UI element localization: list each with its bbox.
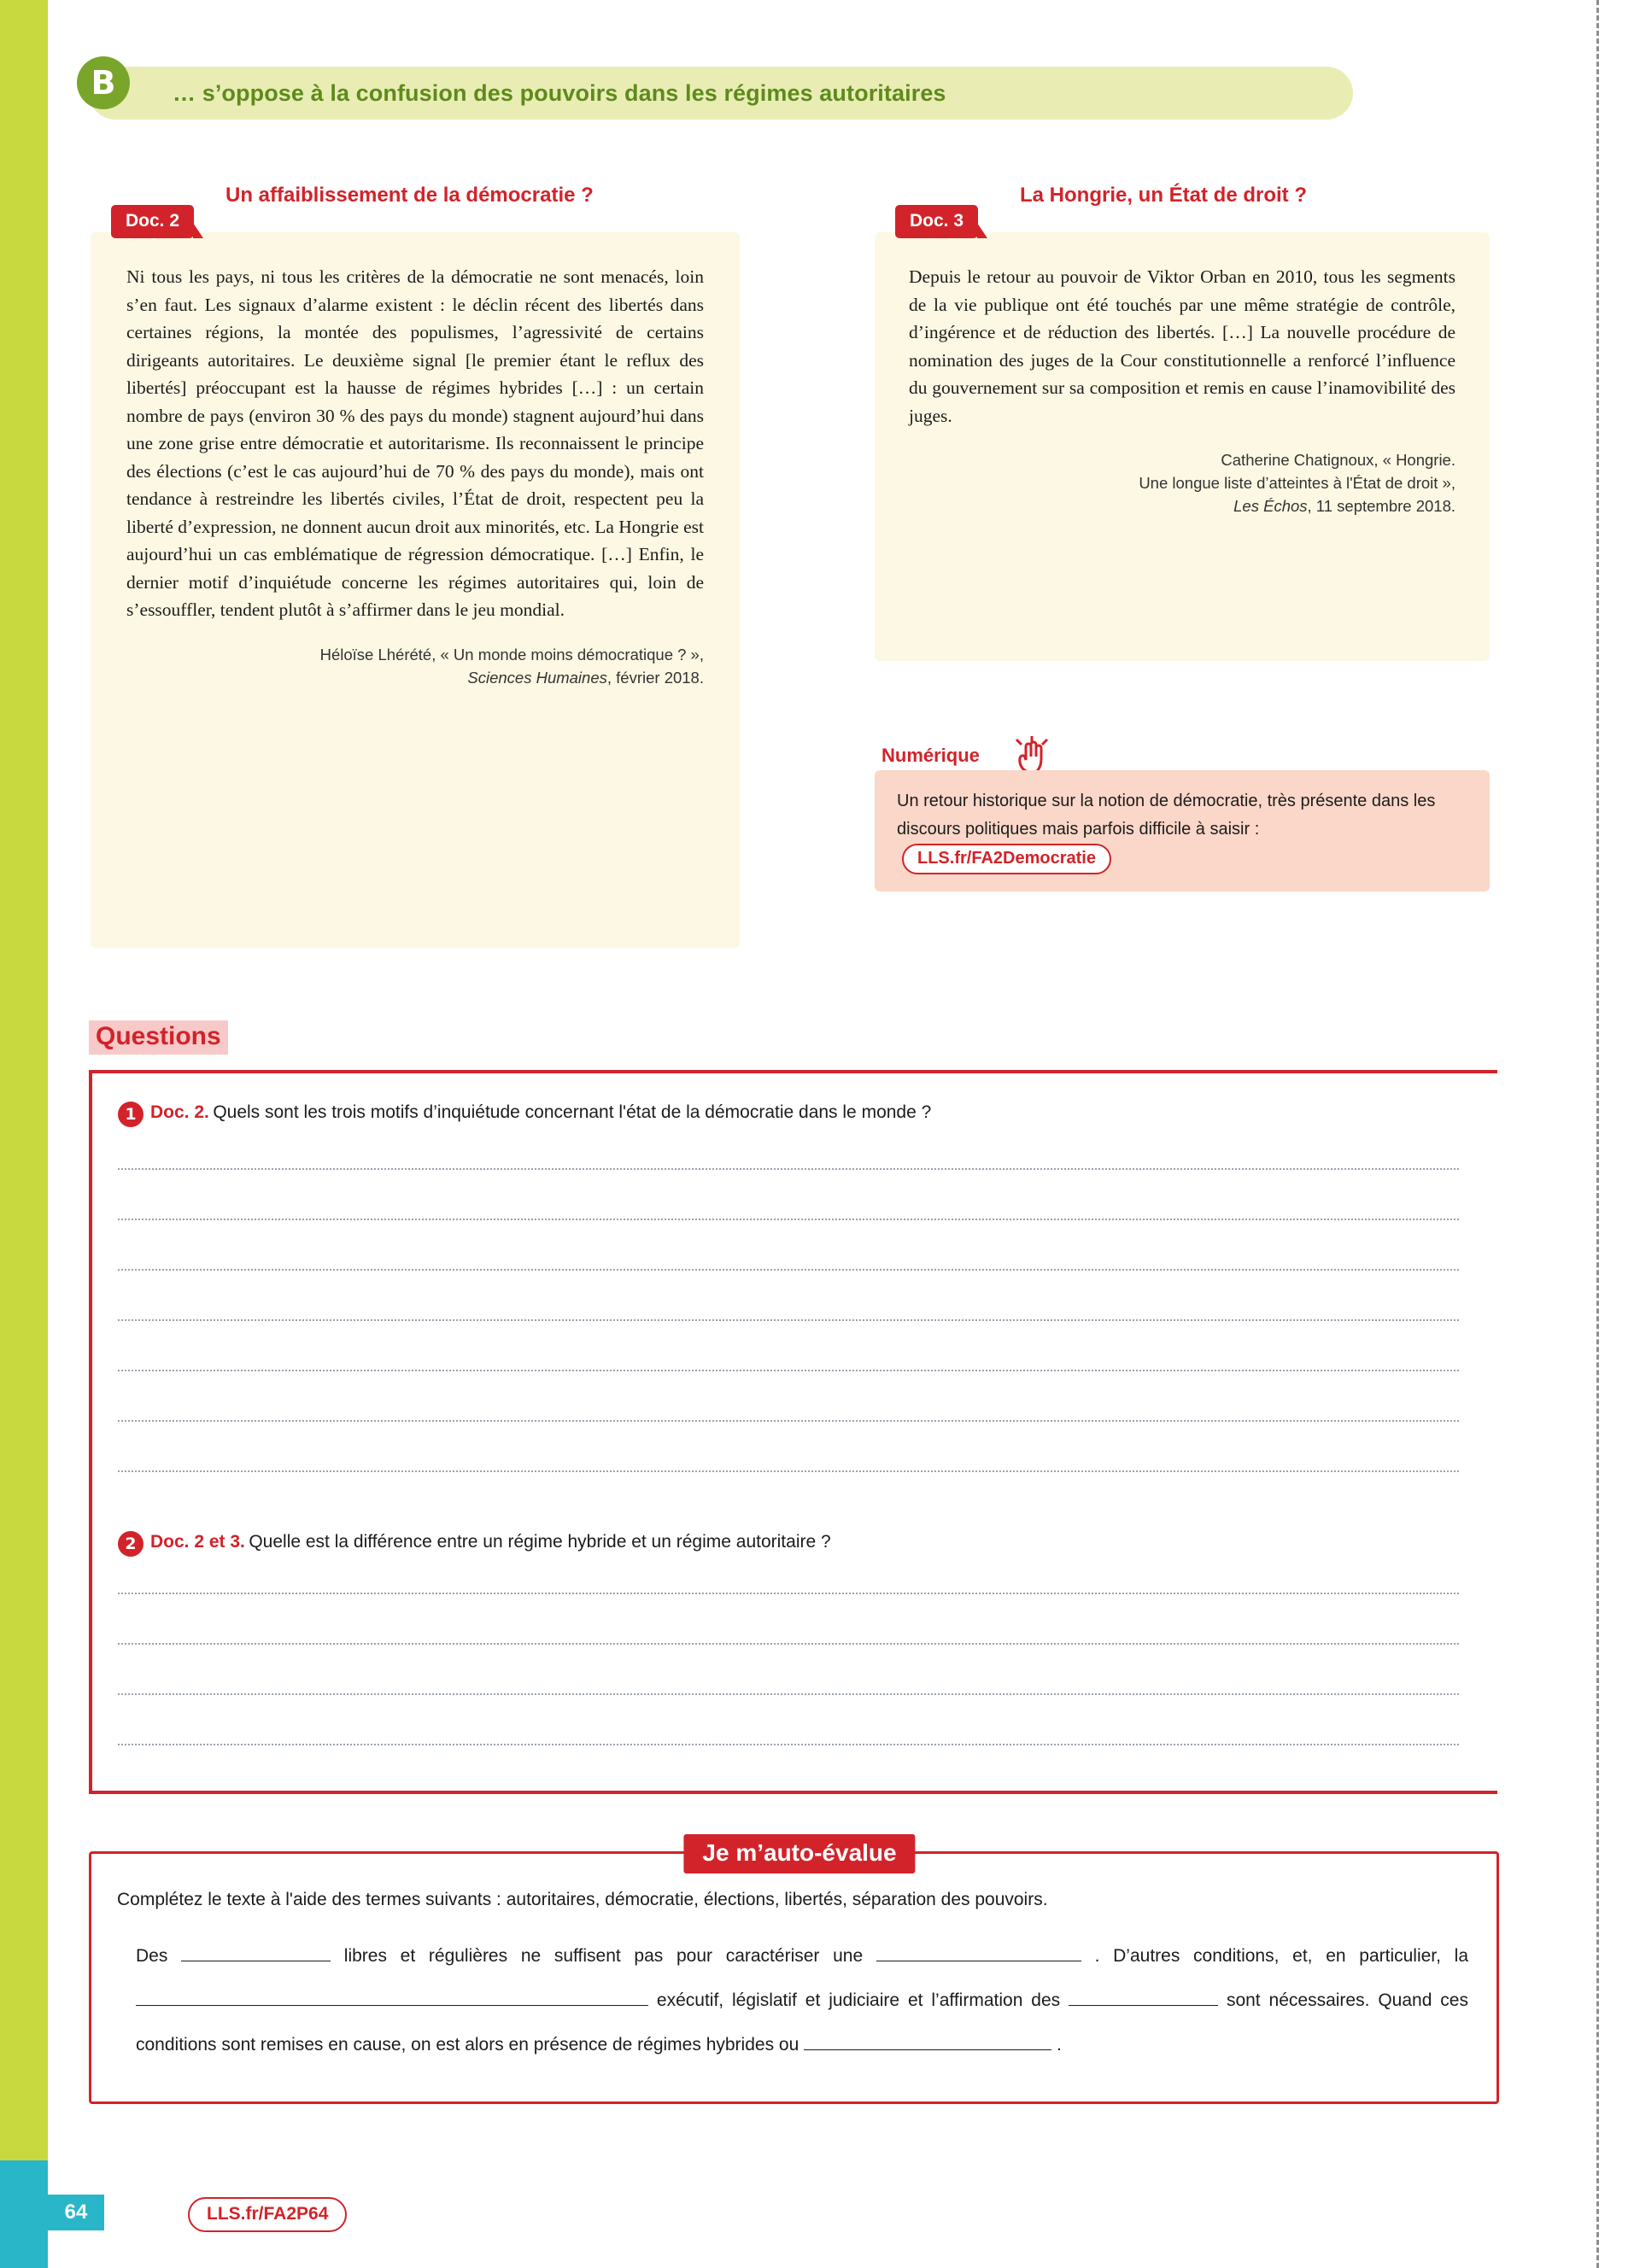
answer-line[interactable]	[118, 1643, 1459, 1645]
numerique-text: Un retour historique sur la notion de démocratie, très présente dans les discours politiques mais parfois difficile à saisir :	[897, 792, 1436, 839]
question-1-text: Quels sont les trois motifs d’inquiétude concernant l'état de la démocratie dans le monde ?	[213, 1102, 932, 1123]
numerique-box	[875, 770, 1490, 891]
question-2-text: Quelle est la différence entre un régime hybride et un régime autoritaire ?	[249, 1532, 831, 1552]
autoeval-part9: .	[1056, 2035, 1062, 2055]
page-content	[82, 0, 1517, 2268]
doc2-box	[91, 232, 740, 948]
answer-line[interactable]	[118, 1693, 1459, 1695]
autoeval-box	[89, 1851, 1499, 2104]
questions-heading: Questions	[89, 1020, 228, 1055]
autoeval-intro: Complétez le texte à l'aide des termes suivants : autoritaires, démocratie, élections, libertés, séparation des pouvoirs.	[117, 1890, 1048, 1909]
answer-line[interactable]	[118, 1370, 1459, 1371]
question-2-doc-ref: Doc. 2 et 3.	[150, 1532, 245, 1552]
left-teal-decoration-bar	[0, 2160, 48, 2268]
autoeval-part7: sont nécessaires. Quand ces conditions sont remises en cause, on est alors en présence de régimes	[136, 1990, 1468, 2055]
left-green-decoration-bar	[0, 0, 48, 2160]
doc3-source-line1: Catherine Chatignoux, « Hongrie.	[1221, 451, 1456, 469]
autoeval-title: Je m’auto-évalue	[683, 1834, 915, 1873]
autoeval-body	[136, 1934, 1468, 2067]
numerique-link[interactable]: LLS.fr/FA2Democratie	[902, 844, 1111, 874]
autoeval-blank-3[interactable]	[136, 1988, 648, 2006]
doc3-body: Depuis le retour au pouvoir de Viktor Orban en 2010, tous les segments de la vie publique ont été touchés par une même stratégie de contrôle, d’ingérence et de réduction des libertés. […] La nouvelle procédure de nomination des juges de la Cour constitutionnelle a renforcé l’influence du gouvernement sur sa composition et remis en cause l’inamovibilité des juges.	[909, 266, 1456, 426]
answer-line[interactable]	[118, 1168, 1459, 1170]
question-1-doc-ref: Doc. 2.	[150, 1102, 209, 1123]
doc3-tag: Doc. 3	[895, 205, 978, 238]
doc2-source-italic: Sciences Humaines	[467, 668, 607, 687]
autoeval-part3: . D’autres conditions,	[1094, 1946, 1280, 1966]
doc2-tag: Doc. 2	[111, 205, 194, 238]
question-1-number: 1	[118, 1102, 144, 1127]
autoeval-blank-1[interactable]	[181, 1944, 331, 1961]
doc3-box	[875, 232, 1490, 661]
doc2-body: Ni tous les pays, ni tous les critères de la démocratie ne sont menacés, loin s’en faut. Les signaux d’alarme existent : le déclin récent des libertés dans certaines régions, la montée des populismes, l’agressivité de certains dirigeants autoritaires. Le deuxième signal [le premier étant le reflux des libertés] préoccupant est la hausse de régimes hybrides […] : un certain nombre de pays (environ 30 % des pays du monde) stagnent aujourd’hui dans une zone grise entre démocratie et autoritarisme. Ils reconnaissent le principe des élections (c’est le cas aujourd’hui de 70 % des pays du monde), mais ont tendance à restreindre les libertés civiles, l’État de droit, respectent peu la liberté d’expression, ne donnent aucun droit aux minorités, etc. La Hongrie est aujourd’hui un cas emblématique de régression démocratique. […] Enfin, le dernier motif d’inquiétude concerne les régimes autoritaires qui, loin de s’essouffler, tendent plutôt à s’affirmer dans le jeu mondial.	[126, 266, 704, 620]
question-2-number: 2	[118, 1531, 144, 1557]
doc3-source-italic: Les Échos	[1233, 497, 1308, 515]
doc3-source	[909, 448, 1456, 517]
autoeval-part4: et, en particulier, la	[1292, 1946, 1469, 1966]
autoeval-part5: exécutif, législatif et judiciaire et l’affirmation	[656, 1990, 1023, 2010]
section-title: … s’oppose à la confusion des pouvoirs dans les régimes autoritaires	[173, 79, 946, 106]
answer-line[interactable]	[118, 1269, 1459, 1271]
autoeval-part6: des	[1031, 1990, 1061, 2010]
doc2-source-line1: Héloïse Lhérété, « Un monde moins démocratique ? »,	[319, 645, 704, 663]
doc2-title: Un affaiblissement de la démocratie ?	[226, 184, 594, 207]
doc3-title: La Hongrie, un État de droit ?	[1020, 184, 1307, 207]
question-2	[118, 1531, 1467, 1557]
answer-line[interactable]	[118, 1744, 1459, 1745]
answer-line[interactable]	[118, 1219, 1459, 1220]
autoeval-blank-2[interactable]	[876, 1944, 1081, 1961]
autoeval-blank-4[interactable]	[1069, 1988, 1218, 2006]
answer-line[interactable]	[118, 1593, 1459, 1594]
page-number: 64	[48, 2195, 104, 2230]
right-dashed-cut-line	[1596, 0, 1599, 2268]
doc2-source-line2: , février 2018.	[606, 668, 704, 687]
autoeval-part2: libres et régulières ne suffisent pas pour caractériser une	[343, 1946, 864, 1966]
answer-line[interactable]	[118, 1319, 1459, 1321]
autoeval-part8: hybrides ou	[706, 2035, 800, 2055]
section-header-b	[89, 64, 1353, 120]
doc3-source-line2: Une longue liste d’atteintes à l'État de droit »,	[1139, 474, 1456, 492]
numerique-label: Numérique	[882, 745, 980, 766]
autoeval-blank-5[interactable]	[804, 2032, 1051, 2050]
answer-line[interactable]	[118, 1420, 1459, 1422]
questions-frame	[89, 1070, 1497, 1794]
doc3-source-line3: , 11 septembre 2018.	[1307, 497, 1456, 515]
footer-resource-link[interactable]: LLS.fr/FA2P64	[188, 2197, 347, 2232]
doc2-source	[126, 643, 704, 689]
question-1	[118, 1102, 1467, 1127]
autoeval-part1: Des	[136, 1946, 168, 1966]
answer-line[interactable]	[118, 1470, 1459, 1472]
section-letter-badge: B	[77, 56, 130, 109]
